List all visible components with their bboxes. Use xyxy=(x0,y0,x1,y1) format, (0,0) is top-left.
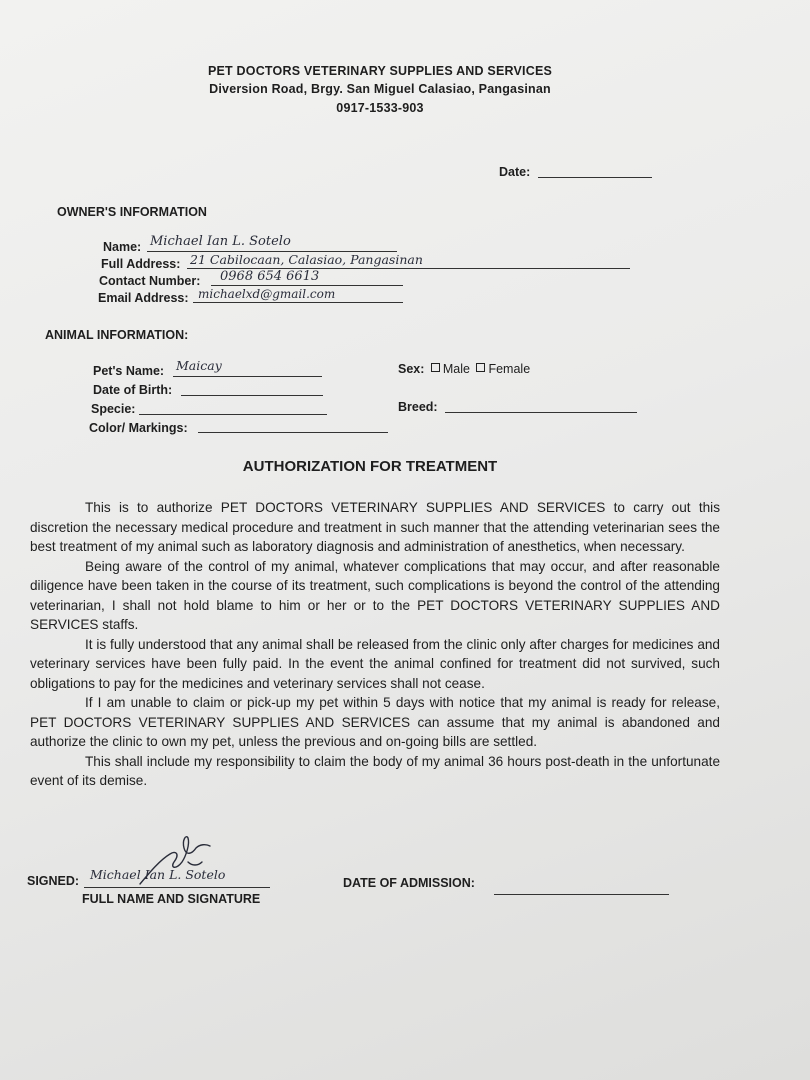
authorization-paragraph-4: If I am unable to claim or pick-up my pet within 5 days with notice that my animal is ready for release, PET DOCTORS VETERINARY SUPPLIES AND SERVICES can assume that my animal is abandoned and authorize the clinic to own my pet, unless the previous and on-going bills are settled. xyxy=(30,695,720,749)
company-address: Diversion Road, Brgy. San Miguel Calasiao, Pangasinan xyxy=(209,82,551,96)
color-markings-line[interactable] xyxy=(198,432,388,433)
authorization-paragraph-2: Being aware of the control of my animal, whatever complications that may occur, and after reasonable diligence have been taken in the course of its treatment, such complications is beyond the control of the attending veterinarian, I shall not hold blame to him or her or to the PET DOCTORS VETERINARY SUPPLIES AND SERVICES staffs. xyxy=(30,558,720,632)
breed-line[interactable] xyxy=(445,412,637,413)
breed-label: Breed: xyxy=(398,400,438,414)
authorization-body xyxy=(30,498,720,791)
male-label: Male xyxy=(442,362,470,376)
owner-contact-label: Contact Number: xyxy=(99,274,201,288)
signature-scribble-icon xyxy=(130,832,230,892)
admission-date-line[interactable] xyxy=(494,894,669,895)
authorization-paragraph-1: This is to authorize PET DOCTORS VETERINARY SUPPLIES AND SERVICES to carry out this discretion the necessary medical procedure and treatment in such manner that the attending veterinarian sees the best treatment of my animal such as laboratory diagnosis and administration of anesthetics, when necessary. xyxy=(30,500,720,554)
dob-line[interactable] xyxy=(181,395,323,396)
owner-name-value: Michael Ian L. Sotelo xyxy=(150,234,291,249)
owner-contact-value: 0968 654 6613 xyxy=(220,269,320,284)
female-label: Female xyxy=(488,362,531,376)
pet-name-line[interactable] xyxy=(173,376,322,377)
owner-address-value: 21 Cabilocaan, Calasiao, Pangasinan xyxy=(190,252,423,267)
signature-caption: FULL NAME AND SIGNATURE xyxy=(82,892,261,906)
owner-name-label: Name: xyxy=(103,240,142,254)
authorization-paragraph-3: It is fully understood that any animal shall be released from the clinic only after charges for medicines and veterinary services have been fully paid. In the event the animal confined for treatment did not survived, such obligations to pay for the medicines and veterinary services shall not cease. xyxy=(30,636,720,691)
signed-name-value: Michael Ian L. Sotelo xyxy=(90,867,226,882)
specie-label: Specie: xyxy=(91,402,136,416)
authorization-title: AUTHORIZATION FOR TREATMENT xyxy=(242,458,498,475)
owner-email-value: michaelxd@gmail.com xyxy=(198,287,336,301)
animal-section-title: ANIMAL INFORMATION: xyxy=(45,328,189,342)
date-field-line[interactable] xyxy=(538,177,652,178)
owner-email-label: Email Address: xyxy=(98,291,189,305)
owner-address-label: Full Address: xyxy=(101,257,181,271)
signed-label: SIGNED: xyxy=(27,874,80,888)
owner-email-line[interactable] xyxy=(193,302,403,303)
admission-date-label: DATE OF ADMISSION: xyxy=(343,876,475,890)
authorization-paragraph-5: This shall include my responsibility to claim the body of my animal 36 hours post-death in the unfortunate event of its demise. xyxy=(30,753,720,788)
dob-label: Date of Birth: xyxy=(93,383,173,397)
sex-field xyxy=(398,362,530,376)
sex-label: Sex: xyxy=(398,362,425,376)
company-name: PET DOCTORS VETERINARY SUPPLIES AND SERVICES xyxy=(207,64,553,78)
date-label: Date: xyxy=(499,165,531,179)
pet-name-value: Maicay xyxy=(176,358,222,373)
pet-name-label: Pet's Name: xyxy=(93,364,165,378)
color-markings-label: Color/ Markings: xyxy=(89,421,188,435)
owner-contact-line[interactable] xyxy=(211,285,403,286)
male-checkbox[interactable] xyxy=(431,363,440,372)
owner-section-title: OWNER'S INFORMATION xyxy=(57,205,207,219)
specie-line[interactable] xyxy=(139,414,327,415)
company-phone: 0917-1533-903 xyxy=(336,101,424,115)
female-checkbox[interactable] xyxy=(476,363,485,372)
